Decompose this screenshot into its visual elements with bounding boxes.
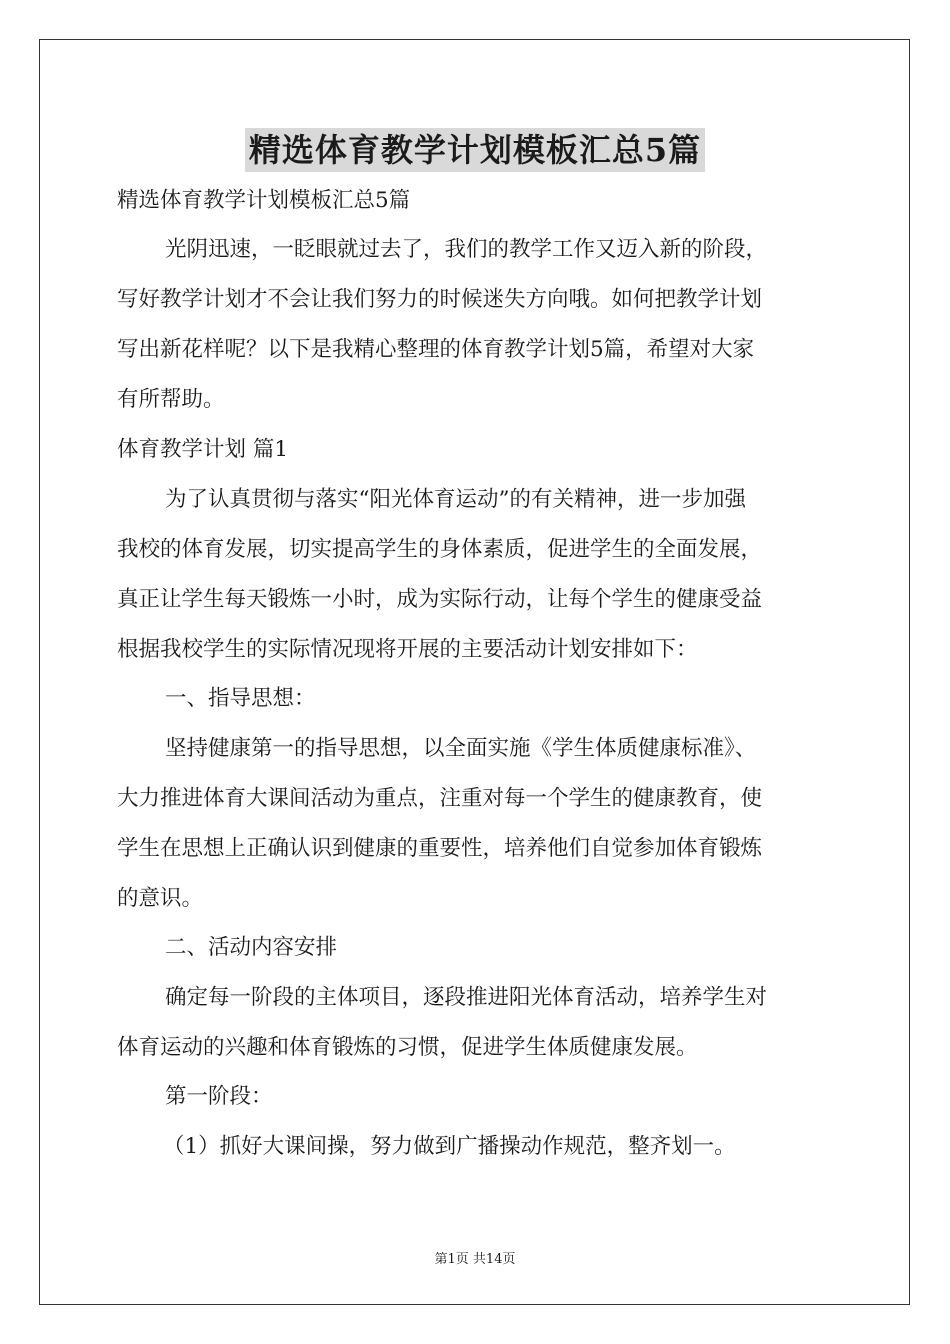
page-footer: 第1页 共14页 (434, 1252, 516, 1267)
paragraph-line: 学生在思想上正确认识到健康的重要性，培养他们自觉参加体育锻炼 (117, 836, 763, 861)
page-border (39, 39, 910, 1305)
section-heading: 体育教学计划 篇1 (117, 437, 289, 462)
paragraph-line: 写出新花样呢？以下是我精心整理的体育教学计划5篇，希望对大家 (117, 337, 755, 362)
paragraph-line: 我校的体育发展，切实提高学生的身体素质，促进学生的全面发展， (117, 537, 763, 562)
list-item: （1）抓好大课间操，努力做到广播操动作规范，整齐划一。 (163, 1134, 736, 1159)
paragraph-line: 光阴迅速，一眨眼就过去了，我们的教学工作又迈入新的阶段， (165, 237, 768, 262)
paragraph-line: 确定每一阶段的主体项目，逐段推进阳光体育活动，培养学生对 (165, 985, 768, 1010)
paragraph-line: 写好教学计划才不会让我们努力的时候迷失方向哦。如何把教学计划 (117, 287, 763, 312)
subheading: 一、指导思想： (165, 686, 316, 711)
paragraph-line: 为了认真贯彻与落实“阳光体育运动”的有关精神，进一步加强 (165, 487, 746, 512)
paragraph-line: 真正让学生每天锻炼一小时，成为实际行动，让每个学生的健康受益 (117, 587, 763, 612)
paragraph-line: 体育运动的兴趣和体育锻炼的习惯，促进学生体质健康发展。 (117, 1035, 698, 1060)
paragraph-line: 根据我校学生的实际情况现将开展的主要活动计划安排如下： (117, 637, 698, 662)
subtitle-line: 精选体育教学计划模板汇总5篇 (117, 188, 411, 213)
paragraph-line: 坚持健康第一的指导思想，以全面实施《学生体质健康标准》、 (165, 736, 757, 761)
subheading: 第一阶段： (165, 1084, 273, 1109)
paragraph-line: 有所帮助。 (117, 387, 225, 412)
paragraph-line: 的意识。 (117, 886, 204, 911)
title-container (0, 128, 950, 172)
paragraph-line: 大力推进体育大课间活动为重点，注重对每一个学生的健康教育，使 (117, 786, 763, 811)
subheading: 二、活动内容安排 (165, 935, 338, 960)
document-title: 精选体育教学计划模板汇总5篇 (245, 128, 705, 172)
